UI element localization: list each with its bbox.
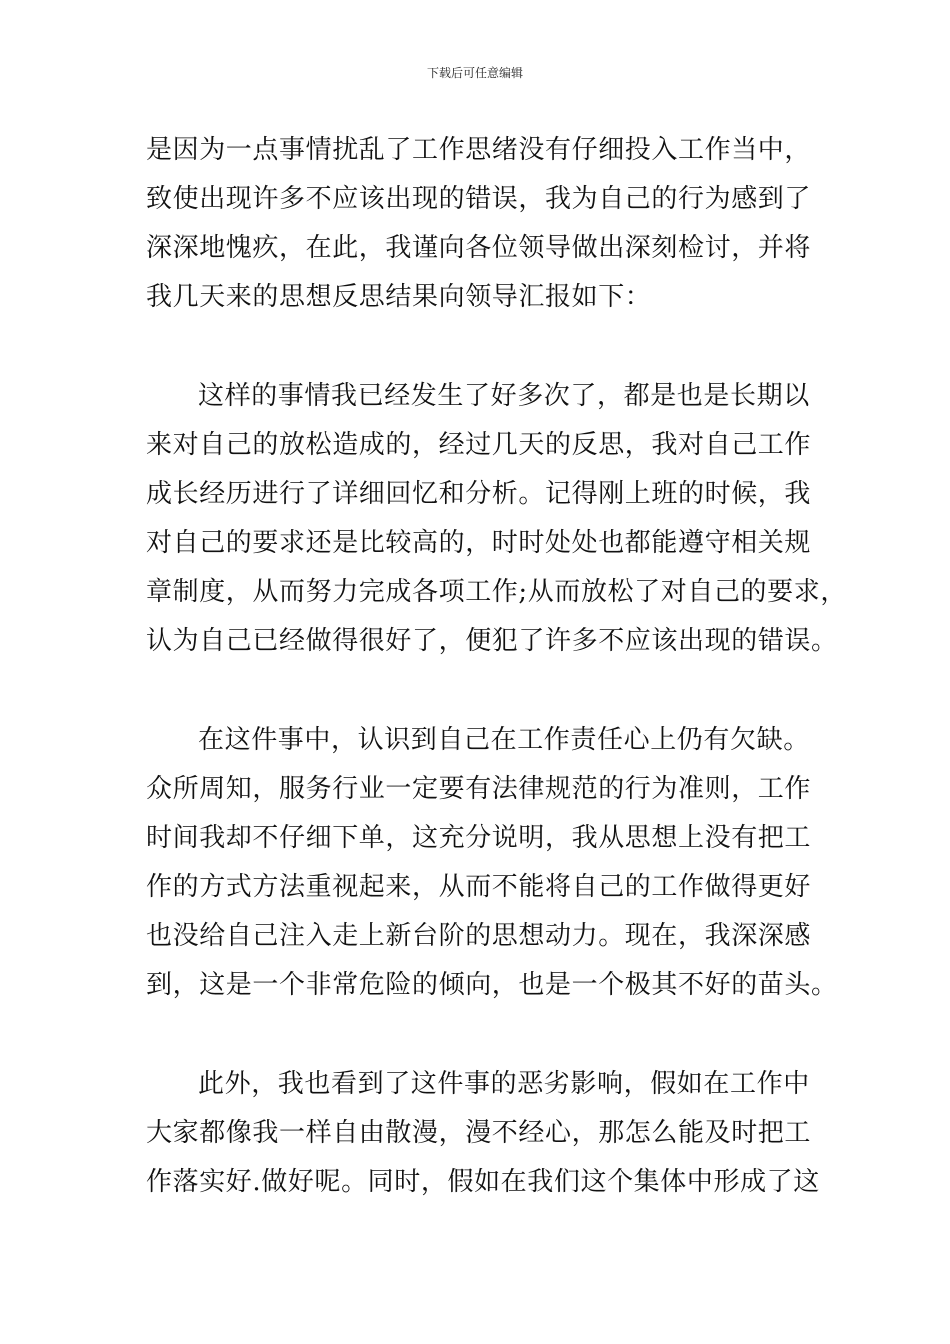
text-line: 认为自己已经做得很好了，便犯了许多不应该出现的错误。 <box>146 626 838 656</box>
text-line: 这样的事情我已经发生了好多次了，都是也是长期以 <box>198 381 810 411</box>
paragraph-3 <box>146 716 838 1010</box>
paragraph-2 <box>146 372 847 666</box>
text-line: 到，这是一个非常危险的倾向，也是一个极其不好的苗头。 <box>146 970 838 1000</box>
text-line: 深深地愧疚，在此，我谨向各位领导做出深刻检讨，并将 <box>146 233 812 263</box>
paragraph-4 <box>146 1060 826 1207</box>
text-line: 我几天来的思想反思结果向领导汇报如下： <box>146 282 652 312</box>
text-line: 对自己的要求还是比较高的，时时处处也都能遵守相关规 <box>146 528 812 558</box>
text-line: 大家都像我一样自由散漫，漫不经心，那怎么能及时把工 <box>146 1118 812 1148</box>
text-line: 成长经历进行了详细回忆和分析。记得刚上班的时候，我 <box>146 479 812 509</box>
text-line: 是因为一点事情扰乱了工作思绪没有仔细投入工作当中， <box>146 135 812 165</box>
text-line: 来对自己的放松造成的，经过几天的反思，我对自己工作 <box>146 430 812 460</box>
text-line: 也没给自己注入走上新台阶的思想动力。现在，我深深感 <box>146 921 812 951</box>
text-line: 时间我却不仔细下单，这充分说明，我从思想上没有把工 <box>146 823 812 853</box>
page-header: 下载后可任意编辑 <box>426 66 523 80</box>
text-line: 作落实好.做好呢。同时，假如在我们这个集体中形成了这 <box>146 1167 820 1197</box>
paragraph-spacer <box>146 666 826 716</box>
paragraph-1 <box>146 126 826 322</box>
text-line: 此外，我也看到了这件事的恶劣影响，假如在工作中 <box>198 1069 810 1099</box>
text-line: 致使出现许多不应该出现的错误，我为自己的行为感到了 <box>146 184 812 214</box>
paragraph-spacer <box>146 1010 826 1060</box>
paragraph-spacer <box>146 322 826 372</box>
text-line: 众所周知，服务行业一定要有法律规范的行为准则，工作 <box>146 774 812 804</box>
text-line: 章制度，从而努力完成各项工作;从而放松了对自己的要求， <box>146 577 847 607</box>
document-body <box>146 126 847 1207</box>
text-line: 在这件事中，认识到自己在工作责任心上仍有欠缺。 <box>198 725 810 755</box>
text-line: 作的方式方法重视起来，从而不能将自己的工作做得更好 <box>146 872 812 902</box>
